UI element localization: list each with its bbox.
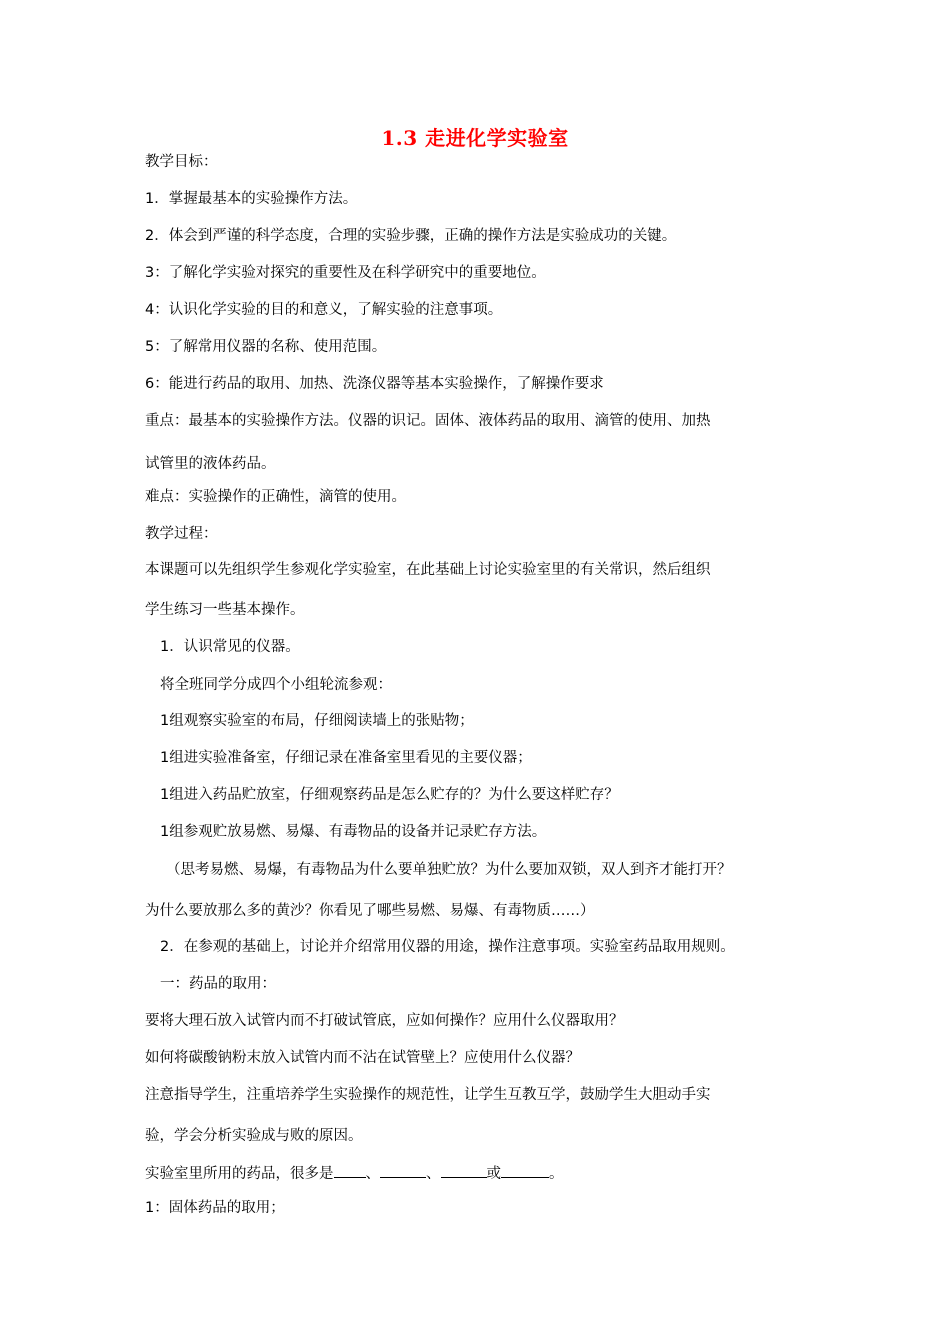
paragraph-question-2: 如何将碳酸钠粉末放入试管内而不沾在试管壁上？应使用什么仪器？ bbox=[145, 1050, 580, 1066]
paragraph-group-a: 1组观察实验室的布局，仔细阅读墙上的张贴物； bbox=[160, 713, 474, 729]
paragraph-guidance-cont: 验，学会分析实验成与败的原因。 bbox=[145, 1128, 363, 1144]
paragraph-intro-cont: 学生练习一些基本操作。 bbox=[145, 602, 305, 618]
paragraph-difficulties: 难点：实验操作的正确性，滴管的使用。 bbox=[145, 489, 406, 505]
paragraph-section-one: 一：药品的取用： bbox=[160, 976, 276, 992]
fill-sep-3: 或 bbox=[486, 1166, 501, 1182]
paragraph-think-cont: 为什么要放那么多的黄沙？你看见了哪些易燃、易爆、有毒物质……） bbox=[145, 903, 595, 919]
paragraph-intro: 本课题可以先组织学生参观化学实验室，在此基础上讨论实验室里的有关常识，然后组织 bbox=[145, 562, 711, 578]
paragraph-objective-2: 2．体会到严谨的科学态度，合理的实验步骤，正确的操作方法是实验成功的关键。 bbox=[145, 228, 677, 244]
paragraph-objective-5: 5：了解常用仪器的名称、使用范围。 bbox=[145, 339, 387, 355]
paragraph-group-d: 1组参观贮放易燃、易爆、有毒物品的设备并记录贮存方法。 bbox=[160, 824, 547, 840]
paragraph-groups: 将全班同学分成四个小组轮流参观： bbox=[160, 677, 392, 693]
fill-suffix: 。 bbox=[549, 1166, 564, 1182]
fill-prefix: 实验室里所用的药品，很多是 bbox=[145, 1166, 334, 1182]
paragraph-group-c: 1组进入药品贮放室，仔细观察药品是怎么贮存的？为什么要这样贮存？ bbox=[160, 787, 619, 803]
paragraph-guidance: 注意指导学生，注重培养学生实验操作的规范性，让学生互教互学，鼓励学生大胆动手实 bbox=[145, 1087, 711, 1103]
document-title: 1.3 走进化学实验室 bbox=[381, 126, 569, 150]
paragraph-step-2: 2．在参观的基础上，讨论并介绍常用仪器的用途，操作注意事项。实验室药品取用规则。 bbox=[160, 939, 735, 955]
paragraph-step-1: 1．认识常见的仪器。 bbox=[160, 639, 300, 655]
paragraph-think: （思考易燃、易爆，有毒物品为什么要单独贮放？为什么要加双锁，双人到齐才能打开？ bbox=[166, 862, 732, 878]
blank-3 bbox=[441, 1161, 487, 1178]
paragraph-objective-6: 6：能进行药品的取用、加热、洗涤仪器等基本实验操作，了解操作要求 bbox=[145, 376, 604, 392]
paragraph-objective-1: 1．掌握最基本的实验操作方法。 bbox=[145, 191, 358, 207]
paragraph-question-1: 要将大理石放入试管内而不打破试管底，应如何操作？应用什么仪器取用？ bbox=[145, 1013, 624, 1029]
blank-4 bbox=[501, 1161, 549, 1178]
paragraph-process-heading: 教学过程： bbox=[145, 526, 218, 542]
paragraph-solid-reagents: 1：固体药品的取用； bbox=[145, 1200, 285, 1216]
fill-sep-2: 、 bbox=[426, 1166, 441, 1182]
paragraph-objectives-heading: 教学目标： bbox=[145, 154, 218, 170]
blank-1 bbox=[334, 1161, 366, 1178]
paragraph-objective-3: 3：了解化学实验对探究的重要性及在科学研究中的重要地位。 bbox=[145, 265, 546, 281]
paragraph-key-points: 重点：最基本的实验操作方法。仪器的识记。固体、液体药品的取用、滴管的使用、加热 bbox=[145, 413, 711, 429]
blank-2 bbox=[380, 1161, 426, 1178]
paragraph-key-points-cont: 试管里的液体药品。 bbox=[145, 456, 276, 472]
paragraph-group-b: 1组进实验准备室，仔细记录在准备室里看见的主要仪器； bbox=[160, 750, 532, 766]
fill-sep-1: 、 bbox=[365, 1166, 380, 1182]
paragraph-fill-blank bbox=[145, 1161, 564, 1184]
paragraph-objective-4: 4：认识化学实验的目的和意义，了解实验的注意事项。 bbox=[145, 302, 503, 318]
